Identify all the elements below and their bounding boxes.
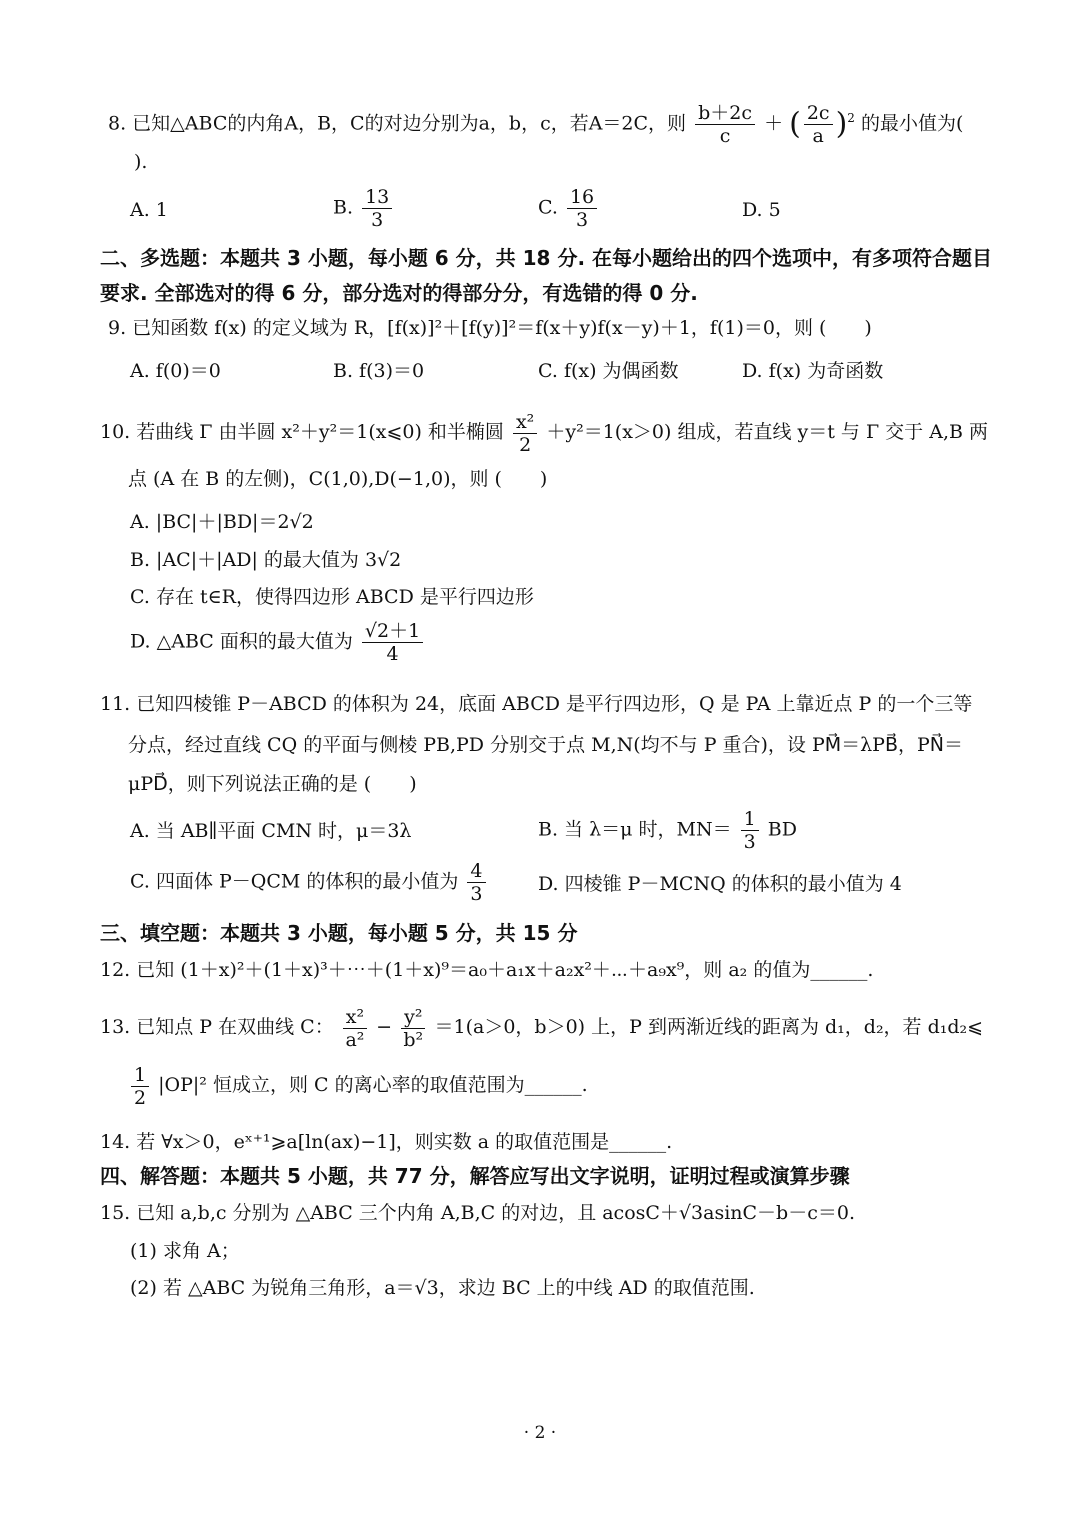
q13-stem: 13. 已知点 P 在双曲线 C： $\frac{\text{x²}}{\text{a²}}$ − $\frac{\text{y²}}{\text{b²}}$ ＝1(a＞0，b＞0) 上，P 到两渐近线的距离为 d₁，d₂，若 d₁d₂⩽ xyxy=(100,1005,984,1051)
q11-stem-cont-1: 分点，经过直线 CQ 的平面与侧棱 PB,PD 分别交于点 M,N(均不与 P 重合)，设 PM⃗＝λPB⃗，PN⃗＝ xyxy=(128,734,963,756)
q14-stem: 14. 若 ∀x＞0，eˣ⁺¹⩾a[ln(ax)−1]，则实数 a 的取值范围是______. xyxy=(100,1131,673,1153)
q15-stem: 15. 已知 a,b,c 分别为 △ABC 三个内角 A,B,C 的对边，且 acosC＋√3asinC－b－c＝0. xyxy=(100,1202,855,1224)
page-number: · 2 · xyxy=(523,1423,557,1443)
q8-option-c: C. $\frac{16}{3}$ xyxy=(538,186,600,231)
q9-option-a: A. f(0)＝0 xyxy=(130,360,221,382)
q8-stem-cont: ). xyxy=(134,151,148,173)
q10-option-d: D. △ABC 面积的最大值为 $\frac{√2+1}{4}$ xyxy=(130,620,426,665)
q10-option-c: C. 存在 t∈R，使得四边形 ABCD 是平行四边形 xyxy=(130,586,534,608)
q11-option-b: B. 当 λ＝μ 时，MN＝ $\frac{1}{3}$ BD xyxy=(538,808,797,853)
q11-stem-cont-2: μPD⃗，则下列说法正确的是 ( ) xyxy=(128,773,417,795)
q8-option-d: D. 5 xyxy=(742,199,781,221)
section2-heading-cont: 要求. 全部选对的得 6 分，部分选对的得部分分，有选错的得 0 分. xyxy=(100,281,698,305)
q10-option-a: A. |BC|＋|BD|＝2√2 xyxy=(130,511,314,533)
q10-stem-cont: 点 (A 在 B 的左侧)，C(1,0),D(−1,0)，则 ( ) xyxy=(128,468,548,490)
q9-option-c: C. f(x) 为偶函数 xyxy=(538,360,679,382)
q13-stem-cont: $\frac{1}{2}$ |OP|² 恒成立，则 C 的离心率的取值范围为______. xyxy=(128,1063,588,1109)
q8-fraction-1: $\frac{b+2c}{c}$ xyxy=(695,102,755,147)
q15-part-1: (1) 求角 A； xyxy=(130,1240,240,1262)
q11-stem: 11. 已知四棱锥 P－ABCD 的体积为 24，底面 ABCD 是平行四边形，Q 是 PA 上靠近点 P 的一个三等 xyxy=(100,693,973,715)
q9-stem: 9. 已知函数 f(x) 的定义域为 R，[f(x)]²＋[f(y)]²＝f(x＋y)f(x－y)＋1，f(1)＝0，则 ( ) xyxy=(108,317,872,339)
q15-part-2: (2) 若 △ABC 为锐角三角形，a＝√3，求边 BC 上的中线 AD 的取值范围. xyxy=(130,1277,755,1299)
q11-option-c: C. 四面体 P－QCM 的体积的最小值为 $\frac{4}{3}$ xyxy=(130,860,489,905)
q10-option-b: B. |AC|＋|AD| 的最大值为 3√2 xyxy=(130,549,402,571)
section3-heading: 三、填空题：本题共 3 小题，每小题 5 分，共 15 分 xyxy=(100,921,578,945)
q8-option-a: A. 1 xyxy=(130,199,168,221)
section2-heading: 二、多选题：本题共 3 小题，每小题 6 分，共 18 分. 在每小题给出的四个选项中，有多项符合题目 xyxy=(100,246,993,270)
section4-heading: 四、解答题：本题共 5 小题，共 77 分，解答应写出文字说明，证明过程或演算步骤 xyxy=(100,1164,850,1188)
q8-fraction-2: $\frac{2c}{a}$ xyxy=(804,102,833,147)
q10-stem: 10. 若曲线 Γ 由半圆 x²＋y²＝1(x⩽0) 和半椭圆 $\frac{\text{x²}}{2}$ ＋y²＝1(x＞0) 组成，若直线 y＝t 与 Γ 交于 A,B 两 xyxy=(100,410,988,456)
q10-fraction: $\frac{\text{x²}}{2}$ xyxy=(513,411,537,456)
q12-stem: 12. 已知 (1＋x)²＋(1＋x)³＋⋯＋(1＋x)⁹＝a₀＋a₁x＋a₂x²＋⋯＋a₉x⁹，则 a₂ 的值为______. xyxy=(100,959,874,981)
q11-option-a: A. 当 AB∥平面 CMN 时，μ＝3λ xyxy=(130,820,412,842)
q8-option-b: B. $\frac{13}{3}$ xyxy=(333,186,395,231)
q11-option-d: D. 四棱锥 P－MCNQ 的体积的最小值为 4 xyxy=(538,873,902,895)
q8-text: 8. 已知△ABC的内角A，B，C的对边分别为a，b，c，若A＝2C，则 xyxy=(108,112,687,135)
q8-stem: 8. 已知△ABC的内角A，B，C的对边分别为a，b，c，若A＝2C，则 $\frac{b+2c}{c}$ ＋ ( $\frac{2c}{a}$ )$^2$ 的最小值为( xyxy=(108,101,964,147)
q9-option-d: D. f(x) 为奇函数 xyxy=(742,360,884,382)
q9-option-b: B. f(3)＝0 xyxy=(333,360,425,382)
